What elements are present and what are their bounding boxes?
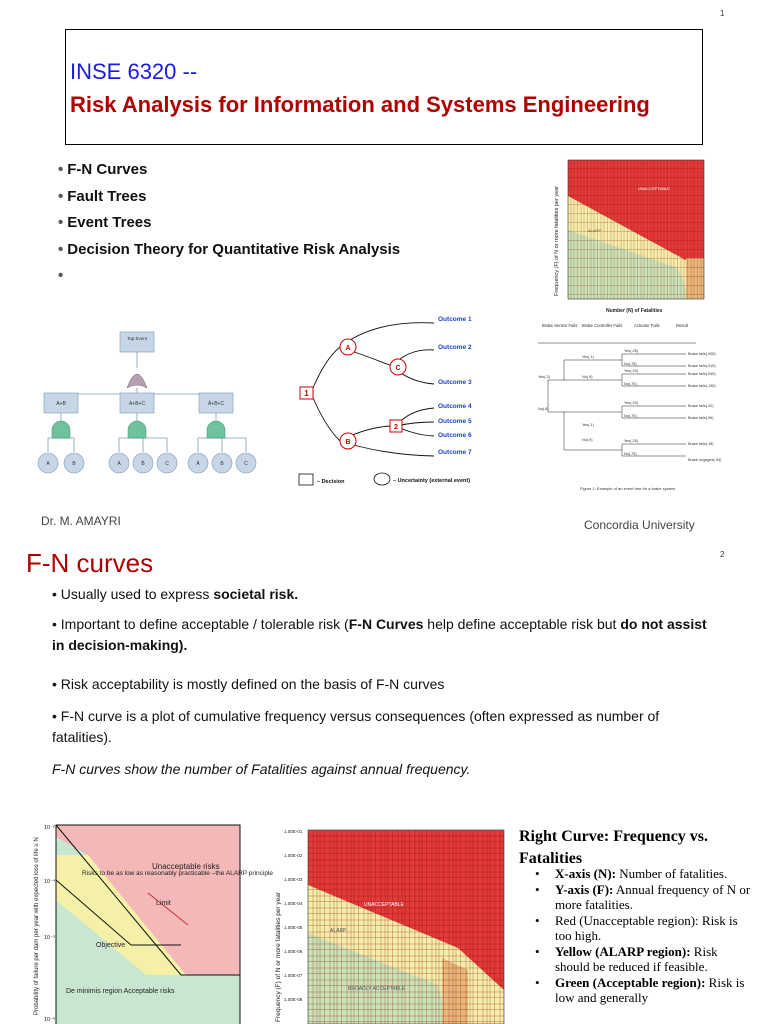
event-tree-header: Result: [676, 323, 688, 328]
basic-event-label: B̄: [141, 461, 145, 467]
y-tick: 10⁻²: [44, 825, 55, 831]
page-number: 2: [720, 550, 725, 559]
right-curve-item: • Y-axis (F): Annual frequency of N or more fatalities.: [530, 883, 755, 913]
topic-item: • Event Trees: [58, 214, 152, 231]
paragraph: • Important to define acceptable / tolerable risk (F-N Curves help define acceptable risk but do not assist in decision-making).: [52, 616, 707, 653]
event-result: Brake fails(.06): [688, 416, 714, 420]
event-result: Brake engages(.54): [688, 458, 722, 462]
course-code: INSE 6320 --: [70, 59, 198, 84]
basic-event-label: B: [220, 461, 224, 467]
right-curve-list: [530, 867, 755, 1006]
topic-item: • F-N Curves: [58, 161, 148, 178]
branch-label: No(.9): [582, 438, 593, 442]
branch-label: Yes(.1): [582, 423, 594, 427]
fault-tree-diagram: [36, 330, 266, 480]
region-label: UNACCEPTABLE: [364, 902, 404, 908]
dam-risk-chart: [22, 815, 274, 1024]
small-chart-xlabel: Number (N) of Fatalities: [606, 308, 663, 314]
outcome-label: Outcome 3: [438, 379, 472, 386]
right-curve-item: • Yellow (ALARP region): Risk should be reduced if feasible.: [530, 945, 755, 975]
and-gate: [52, 421, 70, 438]
right-curve-item: • Green (Acceptable region): Risk is low and generally: [530, 976, 755, 1006]
branch-label: No(.9): [582, 375, 593, 379]
chance-node-label: B: [345, 439, 351, 446]
legend-uncertainty: – Uncertainty (external event): [393, 478, 471, 484]
region-label: Unacceptable risks: [152, 862, 220, 871]
basic-event-label: A: [117, 461, 121, 467]
title-box: [65, 29, 703, 145]
y-tick: 1.00E-05: [284, 925, 303, 930]
limit-label: Limit: [156, 900, 171, 907]
university-footer: Concordia University: [584, 518, 695, 532]
branch-label: No(.75): [624, 414, 637, 418]
page-number: 1: [720, 9, 725, 18]
paragraph: • Risk acceptability is mostly defined on the basis of F-N curves: [52, 676, 445, 692]
outcome-label: Outcome 4: [438, 403, 472, 410]
paragraph: • F-N curve is a plot of cumulative frequency versus consequences (often expressed as number of fatalities).: [52, 708, 660, 745]
right-chart-ylabel: Frequency (F) of N or more fatalities per year: [275, 891, 282, 1022]
branch-label: No(.75): [624, 382, 637, 386]
event-tree-header: Brake Sensor Fails: [542, 323, 578, 328]
branch-label: Yes(.25): [624, 349, 639, 353]
y-tick: 1.00E-01: [284, 829, 303, 834]
basic-event-label: Ā: [196, 461, 200, 467]
outcome-label: Outcome 2: [438, 344, 472, 351]
event-result: Brake fails(.045): [688, 372, 716, 376]
paragraph: • Usually used to express societal risk.: [52, 586, 299, 602]
event-tree-caption: Figure 1: Example of an event tree for a brake system: [580, 486, 676, 491]
chance-node-label: A: [345, 345, 351, 352]
y-tick: 10⁻⁶: [44, 1017, 56, 1023]
region-label: Objective: [96, 942, 126, 949]
top-event-label: Top Event: [126, 336, 148, 341]
y-tick: 1.00E-08: [284, 997, 303, 1002]
y-tick: 10⁻⁵: [44, 935, 56, 941]
left-chart-ylabel: Probability of failure per dam per year with expected loss of life ≥ N: [34, 837, 40, 1015]
branch-label: No(.75): [624, 362, 637, 366]
event-result: Brake fails(.015): [688, 364, 716, 368]
region-label: ALARP: [588, 228, 602, 233]
decision-node-label: 1: [304, 389, 309, 398]
branch-label: Yes(.2): [538, 375, 550, 379]
region-label: ALARP: [330, 928, 347, 934]
region-label: BROADLY ACCEPTABLE: [348, 986, 406, 992]
and-gate: [207, 421, 225, 438]
region-label: UNACCEPTABLE: [638, 186, 670, 191]
topic-item: •: [58, 267, 64, 284]
y-tick: 1.00E-04: [284, 901, 303, 906]
branch-label: Yes(.25): [624, 401, 639, 405]
event-tree-diagram: [536, 320, 722, 500]
outcome-label: Outcome 7: [438, 449, 472, 456]
right-curve-item: • Red (Unacceptable region): Risk is too high.: [530, 914, 755, 944]
basic-event-label: A: [46, 461, 50, 467]
basic-event-label: B: [72, 461, 76, 467]
course-title: Risk Analysis for Information and Systems Engineering: [70, 92, 650, 117]
and-gate: [128, 421, 146, 438]
topic-item: • Decision Theory for Quantitative Risk Analysis: [58, 240, 401, 258]
branch-label: No(.75): [624, 452, 637, 456]
small-fn-chart: [548, 156, 710, 316]
y-tick: 1.00E-07: [284, 973, 303, 978]
event-result: Brake fails(.02): [688, 404, 714, 408]
gate-label: A+B+C: [128, 401, 146, 407]
event-result: Brake fails(.135): [688, 384, 716, 388]
y-tick: 1.00E-02: [284, 853, 303, 858]
slide-title: F-N curves: [26, 548, 154, 578]
branch-label: Yes(.25): [624, 439, 639, 443]
y-tick: 10⁻⁴: [44, 879, 56, 885]
outcome-label: Outcome 6: [438, 432, 472, 439]
legend-decision: – Decision: [317, 479, 345, 485]
basic-event-label: C: [244, 461, 248, 467]
right-curve-item: • X-axis (N): Number of fatalities.: [530, 867, 755, 882]
or-gate: [127, 374, 147, 388]
outcome-label: Outcome 5: [438, 418, 472, 425]
author-footer: Dr. M. AMAYRI: [41, 514, 121, 528]
gate-label: A+B: [56, 401, 66, 407]
right-curve-title: Right Curve: Frequency vs. Fatalities: [519, 828, 709, 867]
decision-node-label: 2: [394, 424, 398, 431]
branch-label: No(.8): [538, 407, 549, 411]
topic-item: • Fault Trees: [58, 187, 147, 205]
y-tick: 1.00E-03: [284, 877, 303, 882]
branch-label: Yes(.25): [624, 369, 639, 373]
paragraph: F-N curves show the number of Fatalities against annual frequency.: [52, 761, 471, 777]
branch-label: Yes(.1): [582, 355, 594, 359]
y-tick: 1.00E-06: [284, 949, 303, 954]
chance-node-label: C: [395, 365, 401, 372]
region-label: De minimis region Acceptable risks: [66, 988, 175, 995]
event-tree-header: Brake Controller Fails: [582, 323, 623, 328]
basic-event-label: C: [165, 461, 169, 467]
large-fn-chart: [270, 826, 508, 1024]
small-chart-ylabel: Frequency (F) of N or more fatalities per year: [554, 185, 560, 296]
event-result: Brake fails(.18): [688, 442, 714, 446]
gate-label: Ā+B+C: [207, 401, 225, 407]
region-label: Risks to be as low as reasonably practicable –the ALARP principle: [82, 870, 274, 877]
outcome-label: Outcome 1: [438, 316, 472, 323]
topic-list: [58, 161, 400, 294]
event-tree-header: Actuator Fails: [634, 323, 660, 328]
event-result: Brake fails(.005): [688, 352, 716, 356]
decision-tree-diagram: [294, 310, 484, 490]
